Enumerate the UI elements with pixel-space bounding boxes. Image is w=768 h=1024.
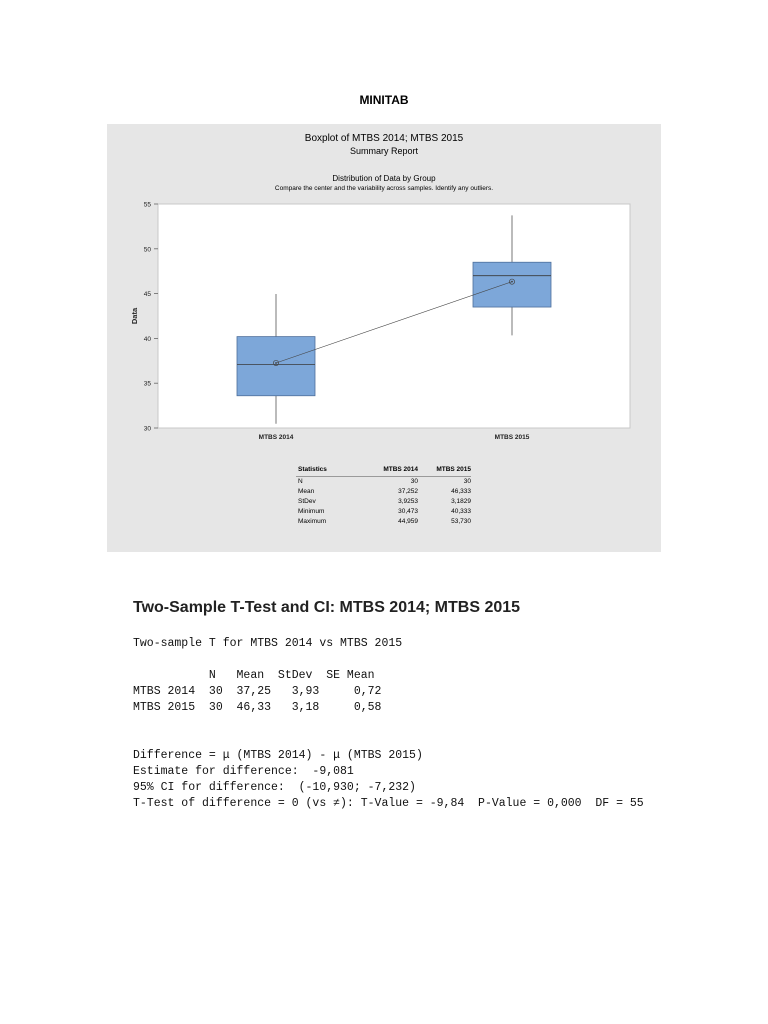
ttest-line: Difference = μ (MTBS 2014) - μ (MTBS 2015) bbox=[133, 749, 423, 762]
ttest-line bbox=[133, 732, 644, 748]
plot-area bbox=[158, 204, 630, 428]
ttest-line: MTBS 2014 30 37,25 3,93 0,72 bbox=[133, 685, 382, 698]
y-tick-label: 45 bbox=[143, 291, 151, 299]
statistics-header-row bbox=[296, 463, 471, 477]
ttest-line: Two-sample T for MTBS 2014 vs MTBS 2015 bbox=[133, 637, 403, 650]
y-axis-label: Data bbox=[130, 307, 139, 325]
y-tick-label: 30 bbox=[143, 425, 151, 433]
row-label: N bbox=[298, 478, 303, 485]
ttest-line: N Mean StDev SE Mean bbox=[133, 669, 375, 682]
section-title: Distribution of Data by Group bbox=[332, 174, 436, 183]
row-label: Mean bbox=[298, 488, 315, 495]
ttest-output bbox=[133, 636, 644, 812]
ttest-title: Two-Sample T-Test and CI: MTBS 2014; MTBS 2015 bbox=[133, 599, 521, 616]
cell-value: 46,333 bbox=[451, 488, 471, 495]
ttest-line: T-Test of difference = 0 (vs ≠): T-Value = -9,84 P-Value = 0,000 DF = 55 bbox=[133, 797, 644, 810]
table-row bbox=[296, 497, 471, 507]
cell-value: 40,333 bbox=[451, 508, 471, 515]
y-tick-label: 55 bbox=[143, 201, 151, 209]
x-category-label: MTBS 2015 bbox=[494, 434, 530, 441]
statistics-table bbox=[296, 463, 471, 527]
y-tick-label: 40 bbox=[143, 335, 151, 343]
cell-value: 37,252 bbox=[398, 488, 418, 495]
cell-value: 3,9253 bbox=[398, 498, 418, 505]
ttest-line: 95% CI for difference: (-10,930; -7,232) bbox=[133, 781, 416, 794]
table-row bbox=[296, 507, 471, 517]
row-label: StDev bbox=[298, 498, 316, 505]
x-category-label: MTBS 2014 bbox=[258, 434, 294, 441]
cell-value: 30 bbox=[463, 478, 471, 485]
page-heading: MINITAB bbox=[359, 93, 409, 107]
mean-marker-dot bbox=[511, 281, 513, 283]
column-header-mtbs-2014: MTBS 2014 bbox=[383, 465, 418, 473]
row-label: Minimum bbox=[298, 508, 325, 515]
summary-report-panel bbox=[107, 124, 661, 552]
section-subtitle: Compare the center and the variability across samples. Identify any outliers. bbox=[274, 185, 494, 192]
mean-marker-dot bbox=[275, 362, 277, 364]
cell-value: 3,1829 bbox=[451, 498, 471, 505]
y-tick-label: 50 bbox=[143, 246, 151, 254]
box-mtbs-2015 bbox=[473, 262, 551, 307]
box-mtbs-2014 bbox=[237, 337, 315, 396]
y-tick-label: 35 bbox=[143, 380, 151, 388]
cell-value: 30,473 bbox=[398, 508, 418, 515]
table-row bbox=[296, 487, 471, 497]
cell-value: 44,959 bbox=[398, 518, 418, 525]
ttest-line: MTBS 2015 30 46,33 3,18 0,58 bbox=[133, 701, 382, 714]
statistics-header: Statistics bbox=[298, 465, 327, 473]
column-header-mtbs-2015: MTBS 2015 bbox=[436, 465, 471, 473]
report-subtitle: Summary Report bbox=[349, 146, 419, 156]
row-label: Maximum bbox=[298, 518, 327, 525]
table-row bbox=[296, 477, 471, 487]
cell-value: 53,730 bbox=[451, 518, 471, 525]
ttest-line bbox=[133, 716, 644, 732]
table-row bbox=[296, 517, 471, 527]
report-title: Boxplot of MTBS 2014; MTBS 2015 bbox=[304, 133, 464, 144]
ttest-line bbox=[133, 652, 644, 668]
cell-value: 30 bbox=[410, 478, 418, 485]
boxplot-chart bbox=[107, 124, 661, 454]
ttest-line: Estimate for difference: -9,081 bbox=[133, 765, 354, 778]
